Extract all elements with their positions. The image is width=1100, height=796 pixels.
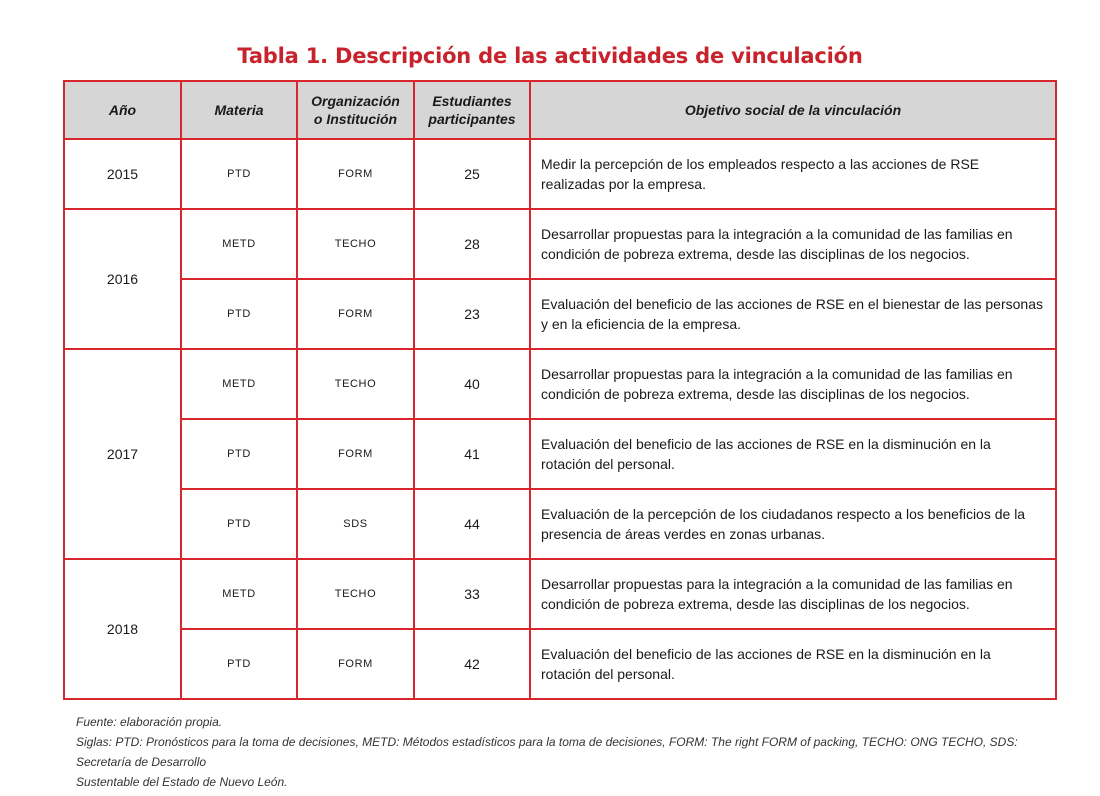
table-row: [64, 209, 1056, 279]
subject-cell: PTD: [181, 489, 297, 559]
subject-cell: PTD: [181, 419, 297, 489]
header-organization: Organización o Institución: [297, 81, 414, 139]
year-cell: 2018: [64, 559, 181, 699]
students-cell: 44: [414, 489, 530, 559]
students-cell: 28: [414, 209, 530, 279]
subject-cell: METD: [181, 209, 297, 279]
subject-cell: METD: [181, 559, 297, 629]
table-row: [64, 559, 1056, 629]
header-students: Estudiantes participantes: [414, 81, 530, 139]
year-cell: 2016: [64, 209, 181, 349]
acronyms-note-line-1: Siglas: PTD: Pronósticos para la toma de decisiones, METD: Métodos estadísticos para la toma de decisiones, FORM: The right FORM of packing, TECHO: ONG TECHO, SDS: Secretaría de Desarrollo: [76, 735, 1018, 769]
organization-cell: FORM: [297, 279, 414, 349]
students-cell: 33: [414, 559, 530, 629]
year-cell: 2017: [64, 349, 181, 559]
table-row: [64, 279, 1056, 349]
students-cell: 25: [414, 139, 530, 209]
students-cell: 41: [414, 419, 530, 489]
students-cell: 23: [414, 279, 530, 349]
objective-cell: Desarrollar propuestas para la integración a la comunidad de las familias en condición de pobreza extrema, desde las disciplinas de los negocios.: [530, 349, 1056, 419]
organization-cell: TECHO: [297, 349, 414, 419]
subject-cell: PTD: [181, 139, 297, 209]
header-objective: Objetivo social de la vinculación: [530, 81, 1056, 139]
table-title: Tabla 1. Descripción de las actividades de vinculación: [237, 44, 863, 68]
table-row: [64, 349, 1056, 419]
objective-cell: Evaluación del beneficio de las acciones de RSE en la disminución en la rotación del personal.: [530, 419, 1056, 489]
year-cell: 2015: [64, 139, 181, 209]
acronyms-note-line-2: Sustentable del Estado de Nuevo León.: [76, 775, 288, 789]
table-row: [64, 489, 1056, 559]
subject-cell: PTD: [181, 629, 297, 699]
organization-cell: TECHO: [297, 559, 414, 629]
objective-cell: Evaluación de la percepción de los ciudadanos respecto a los beneficios de la presencia de áreas verdes en zonas urbanas.: [530, 489, 1056, 559]
source-note: Fuente: elaboración propia.: [76, 715, 223, 729]
table-notes: [76, 712, 1066, 792]
activities-table: [63, 80, 1057, 700]
header-year: Año: [64, 81, 181, 139]
objective-cell: Desarrollar propuestas para la integración a la comunidad de las familias en condición de pobreza extrema, desde las disciplinas de los negocios.: [530, 209, 1056, 279]
objective-cell: Medir la percepción de los empleados respecto a las acciones de RSE realizadas por la empresa.: [530, 139, 1056, 209]
objective-cell: Evaluación del beneficio de las acciones de RSE en el bienestar de las personas y en la eficiencia de la empresa.: [530, 279, 1056, 349]
table-row: [64, 629, 1056, 699]
subject-cell: METD: [181, 349, 297, 419]
organization-cell: FORM: [297, 139, 414, 209]
table-row: [64, 419, 1056, 489]
organization-cell: FORM: [297, 629, 414, 699]
objective-cell: Desarrollar propuestas para la integración a la comunidad de las familias en condición de pobreza extrema, desde las disciplinas de los negocios.: [530, 559, 1056, 629]
students-cell: 42: [414, 629, 530, 699]
organization-cell: SDS: [297, 489, 414, 559]
subject-cell: PTD: [181, 279, 297, 349]
header-row: [64, 81, 1056, 139]
organization-cell: FORM: [297, 419, 414, 489]
students-cell: 40: [414, 349, 530, 419]
table-row: [64, 139, 1056, 209]
objective-cell: Evaluación del beneficio de las acciones de RSE en la disminución en la rotación del personal.: [530, 629, 1056, 699]
header-subject: Materia: [181, 81, 297, 139]
organization-cell: TECHO: [297, 209, 414, 279]
